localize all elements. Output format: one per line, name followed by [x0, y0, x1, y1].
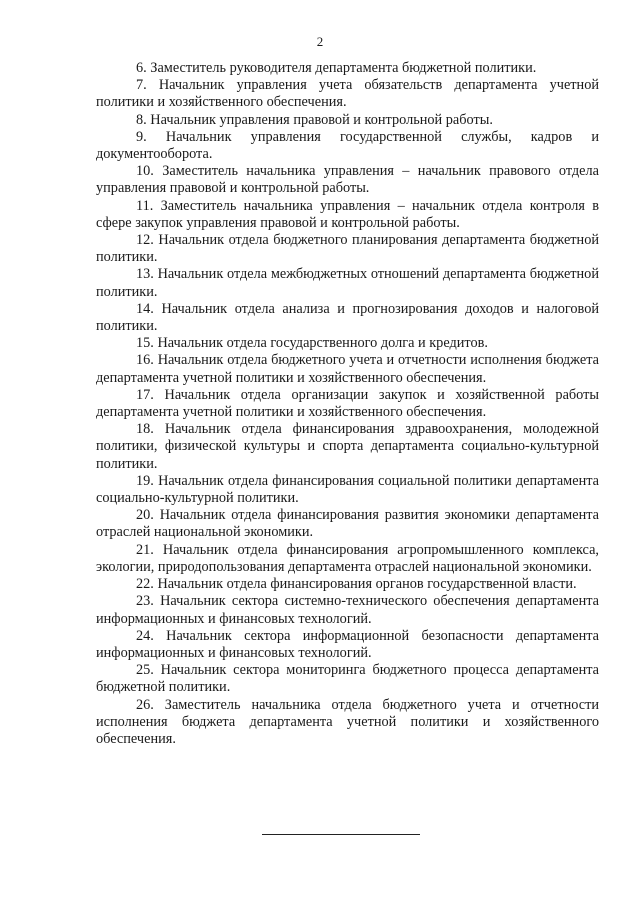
list-item: 24. Начальник сектора информационной безопасности департамента информационных и финансовых технологий. — [96, 627, 599, 661]
document-body — [96, 60, 599, 748]
page-number: 2 — [316, 34, 324, 49]
list-item: 19. Начальник отдела финансирования социальной политики департамента социально-культурной политики. — [96, 472, 599, 507]
list-item: 21. Начальник отдела финансирования агропромышленного комплекса, экологии, природопользования департамента отраслей национальной экономики. — [96, 541, 599, 575]
list-item: 20. Начальник отдела финансирования развития экономики департамента отраслей национальной экономики. — [96, 507, 599, 541]
list-item: 13. Начальник отдела межбюджетных отношений департамента бюджетной политики. — [96, 266, 599, 300]
list-item: 16. Начальник отдела бюджетного учета и отчетности исполнения бюджета департамента учетной политики и хозяйственного обеспечения. — [96, 352, 599, 386]
list-item: 22. Начальник отдела финансирования органов государственной власти. — [136, 576, 577, 593]
list-item: 12. Начальник отдела бюджетного планирования департамента бюджетной политики. — [96, 232, 599, 266]
list-item: 25. Начальник сектора мониторинга бюджетного процесса департамента бюджетной политики. — [96, 662, 599, 696]
end-divider — [262, 834, 420, 835]
list-item: 6. Заместитель руководителя департамента бюджетной политики. — [136, 60, 537, 76]
list-item: 11. Заместитель начальника управления – начальник отдела контроля в сфере закупок управления правовой и контрольной работы. — [96, 197, 599, 231]
list-item: 17. Начальник отдела организации закупок и хозяйственной работы департамента учетной политики и хозяйственного обеспечения. — [96, 386, 599, 421]
list-item: 26. Заместитель начальника отдела бюджетного учета и отчетности исполнения бюджета департамента учетной политики и хозяйственного обеспечения. — [96, 696, 599, 747]
list-item: 15. Начальник отдела государственного долга и кредитов. — [136, 335, 488, 352]
list-item: 8. Начальник управления правовой и контрольной работы. — [136, 111, 493, 128]
list-item: 9. Начальник управления государственной службы, кадров и документооборота. — [96, 128, 599, 163]
list-item: 14. Начальник отдела анализа и прогнозирования доходов и налоговой политики. — [96, 300, 599, 335]
list-item: 18. Начальник отдела финансирования здравоохранения, молодежной политики, физической культуры и спорта департамента социально-культурной политики. — [96, 421, 599, 472]
list-item: 10. Заместитель начальника управления – начальник правового отдела управления правовой и контрольной работы. — [96, 163, 599, 197]
list-item: 23. Начальник сектора системно-технического обеспечения департамента информационных и финансовых технологий. — [96, 593, 599, 627]
list-item: 7. Начальник управления учета обязательств департамента учетной политики и хозяйственного обеспечения. — [96, 77, 599, 111]
